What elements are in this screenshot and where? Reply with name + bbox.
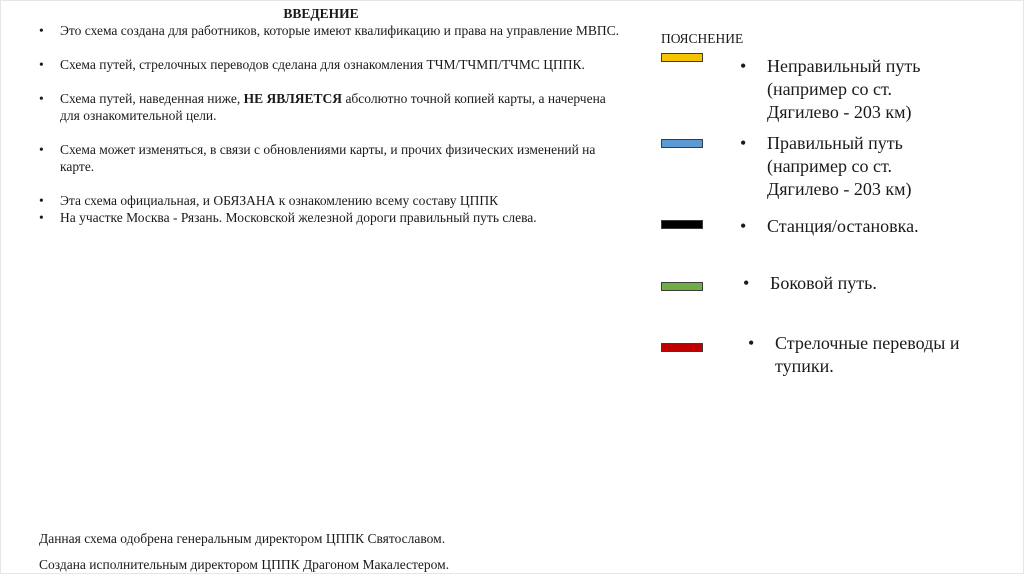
legend-text-wrong-track: • Неправильный путь (например со ст. Дягилево - 203 км)	[740, 56, 921, 122]
intro-item-3	[39, 90, 619, 124]
legend-swatch-switches	[661, 343, 703, 352]
legend-line: Боковой путь.	[770, 273, 877, 293]
legend-line: тупики.	[775, 356, 834, 376]
intro-item-3-before: Схема путей, наведенная ниже,	[60, 91, 244, 106]
legend-line: Дягилево - 203 км)	[767, 179, 912, 199]
legend-line: Неправильный путь	[767, 56, 921, 76]
legend-line: Дягилево - 203 км)	[767, 102, 912, 122]
legend-text-side-track: • Боковой путь.	[743, 273, 877, 293]
intro-list	[39, 22, 619, 226]
legend-text-right-track: • Правильный путь (например со ст. Дягилево - 203 км)	[740, 133, 912, 199]
legend-swatch-station	[661, 220, 703, 229]
legend-line: Стрелочные переводы и	[775, 333, 960, 353]
legend-text-switches: • Стрелочные переводы и тупики.	[748, 333, 960, 376]
intro-item-5: • Эта схема официальная, и ОБЯЗАНА к ознакомлению всему составу ЦППК	[39, 192, 619, 209]
intro-item-3-bold: НЕ ЯВЛЯЕТСЯ	[243, 91, 343, 106]
legend-text-station: • Станция/остановка.	[740, 216, 919, 236]
legend-line: (например со ст.	[767, 79, 893, 99]
legend-line: (например со ст.	[767, 156, 893, 176]
intro-title: ВВЕДЕНИЕ	[283, 6, 359, 21]
intro-item-3-after: абсолютно точной копией карты, а начерчена для ознакомительной цели.	[60, 91, 606, 123]
legend-line: Правильный путь	[767, 133, 903, 153]
footer-approved: Данная схема одобрена генеральным директором ЦППК Святославом.	[39, 531, 446, 546]
intro-item-1: • Это схема создана для работников, которые имеют квалификацию и права на управление МВПС.	[39, 22, 619, 39]
intro-item-2: • Схема путей, стрелочных переводов сделана для ознакомления ТЧМ/ТЧМП/ТЧМС ЦППК.	[39, 56, 619, 73]
intro-item-4: • Схема может изменяться, в связи с обновлениями карты, и прочих физических изменений на карте.	[39, 141, 619, 175]
legend-swatch-right-track	[661, 139, 703, 148]
legend-swatch-side-track	[661, 282, 703, 291]
legend-title: ПОЯСНЕНИЕ	[661, 31, 744, 46]
legend-swatch-wrong-track	[661, 53, 703, 62]
intro-section	[39, 5, 619, 226]
intro-item-6: • На участке Москва - Рязань. Московской железной дороги правильный путь слева.	[39, 209, 619, 226]
footer-created: Создана исполнительным директором ЦППК Драгоном Макалестером.	[39, 557, 450, 572]
legend-line: Станция/остановка.	[767, 216, 919, 236]
